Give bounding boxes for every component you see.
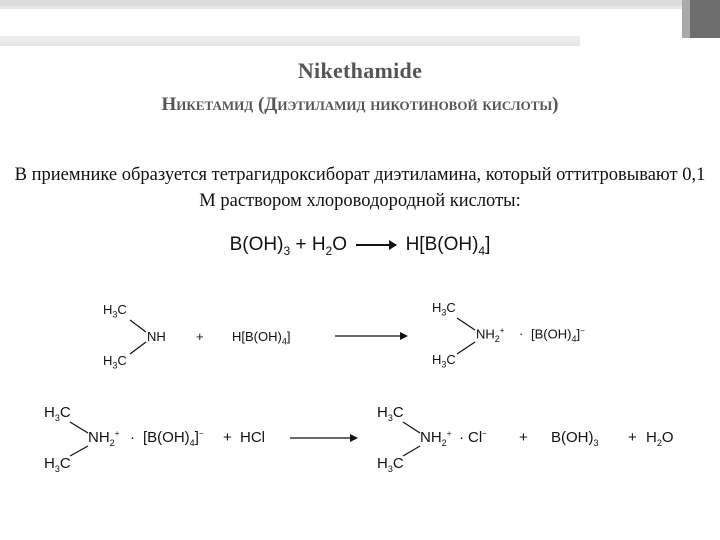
- eq-reactant-water: $H_2O$: [311, 234, 348, 258]
- eq-reactant-boric-acid: $B(OH)_3$: [229, 234, 291, 258]
- r1-plus: +: [196, 329, 204, 344]
- r2-ammonium: $NH_2^+$: [88, 429, 120, 448]
- bond-line: [70, 422, 88, 433]
- bond-line: [457, 318, 475, 330]
- r2-product-boric-acid: $B(OH)_3$: [551, 429, 599, 448]
- r2-product-water: $H_2O$: [646, 429, 674, 448]
- r2-hcl: HCl: [240, 429, 265, 446]
- bond-line: [403, 422, 420, 433]
- r2-plus-2: +: [519, 429, 528, 446]
- arrow-head-icon: [400, 332, 408, 340]
- slide-title-en: Nikethamide: [297, 58, 423, 83]
- r2-product-ammonium: $NH_2^+$: [420, 429, 452, 448]
- bond-line: [130, 320, 146, 332]
- arrow-head-icon: [350, 434, 358, 442]
- r1-reagent: $H[B(OH)_4]$: [232, 329, 291, 347]
- r1-product-methyl-top: $H_3C$: [432, 300, 456, 318]
- r2-product-methyl-bottom: $H_3C$: [377, 455, 404, 474]
- r1-methyl-bottom: $H_3C$: [103, 353, 127, 371]
- bond-line: [70, 446, 88, 456]
- eq-product-tetrahydroxyboric-acid: $H[B(OH)_4]$: [405, 234, 491, 258]
- r2-plus-1: +: [223, 429, 232, 446]
- r2-plus-3: +: [628, 429, 637, 446]
- bond-line: [130, 342, 146, 354]
- r2-methyl-bottom: $H_3C$: [44, 455, 71, 474]
- eq-plus: +: [295, 234, 307, 255]
- r2-methyl-top: $H_3C$: [44, 404, 71, 423]
- slide-title-ru: Никетамид (Диэтиламид никотиновой кислоты): [161, 94, 559, 115]
- r1-product-methyl-bottom: $H_3C$: [432, 352, 456, 370]
- r2-anion: $[B(OH)_4]^-$: [143, 429, 204, 448]
- r2-dot: ·: [130, 429, 135, 446]
- bond-line: [457, 342, 475, 354]
- r2-product-dot: ·: [459, 429, 464, 446]
- bond-line: [403, 446, 420, 456]
- r2-product-methyl-top: $H_3C$: [377, 404, 404, 423]
- r1-methyl-top: $H_3C$: [103, 302, 127, 320]
- r1-nh: NH: [147, 329, 166, 344]
- r2-product-chloride: Cl−: [468, 429, 487, 446]
- body-paragraph: В приемнике образуется тетрагидроксиборат диэтиламина, который оттитровывают 0,1 М раствором хлороводородной кислоты:: [14, 165, 706, 211]
- r1-product-anion: $[B(OH)_4]^-$: [531, 326, 585, 344]
- r1-product-ammonium: $NH_2^+$: [476, 326, 505, 344]
- r1-product-dot: ·: [519, 326, 524, 341]
